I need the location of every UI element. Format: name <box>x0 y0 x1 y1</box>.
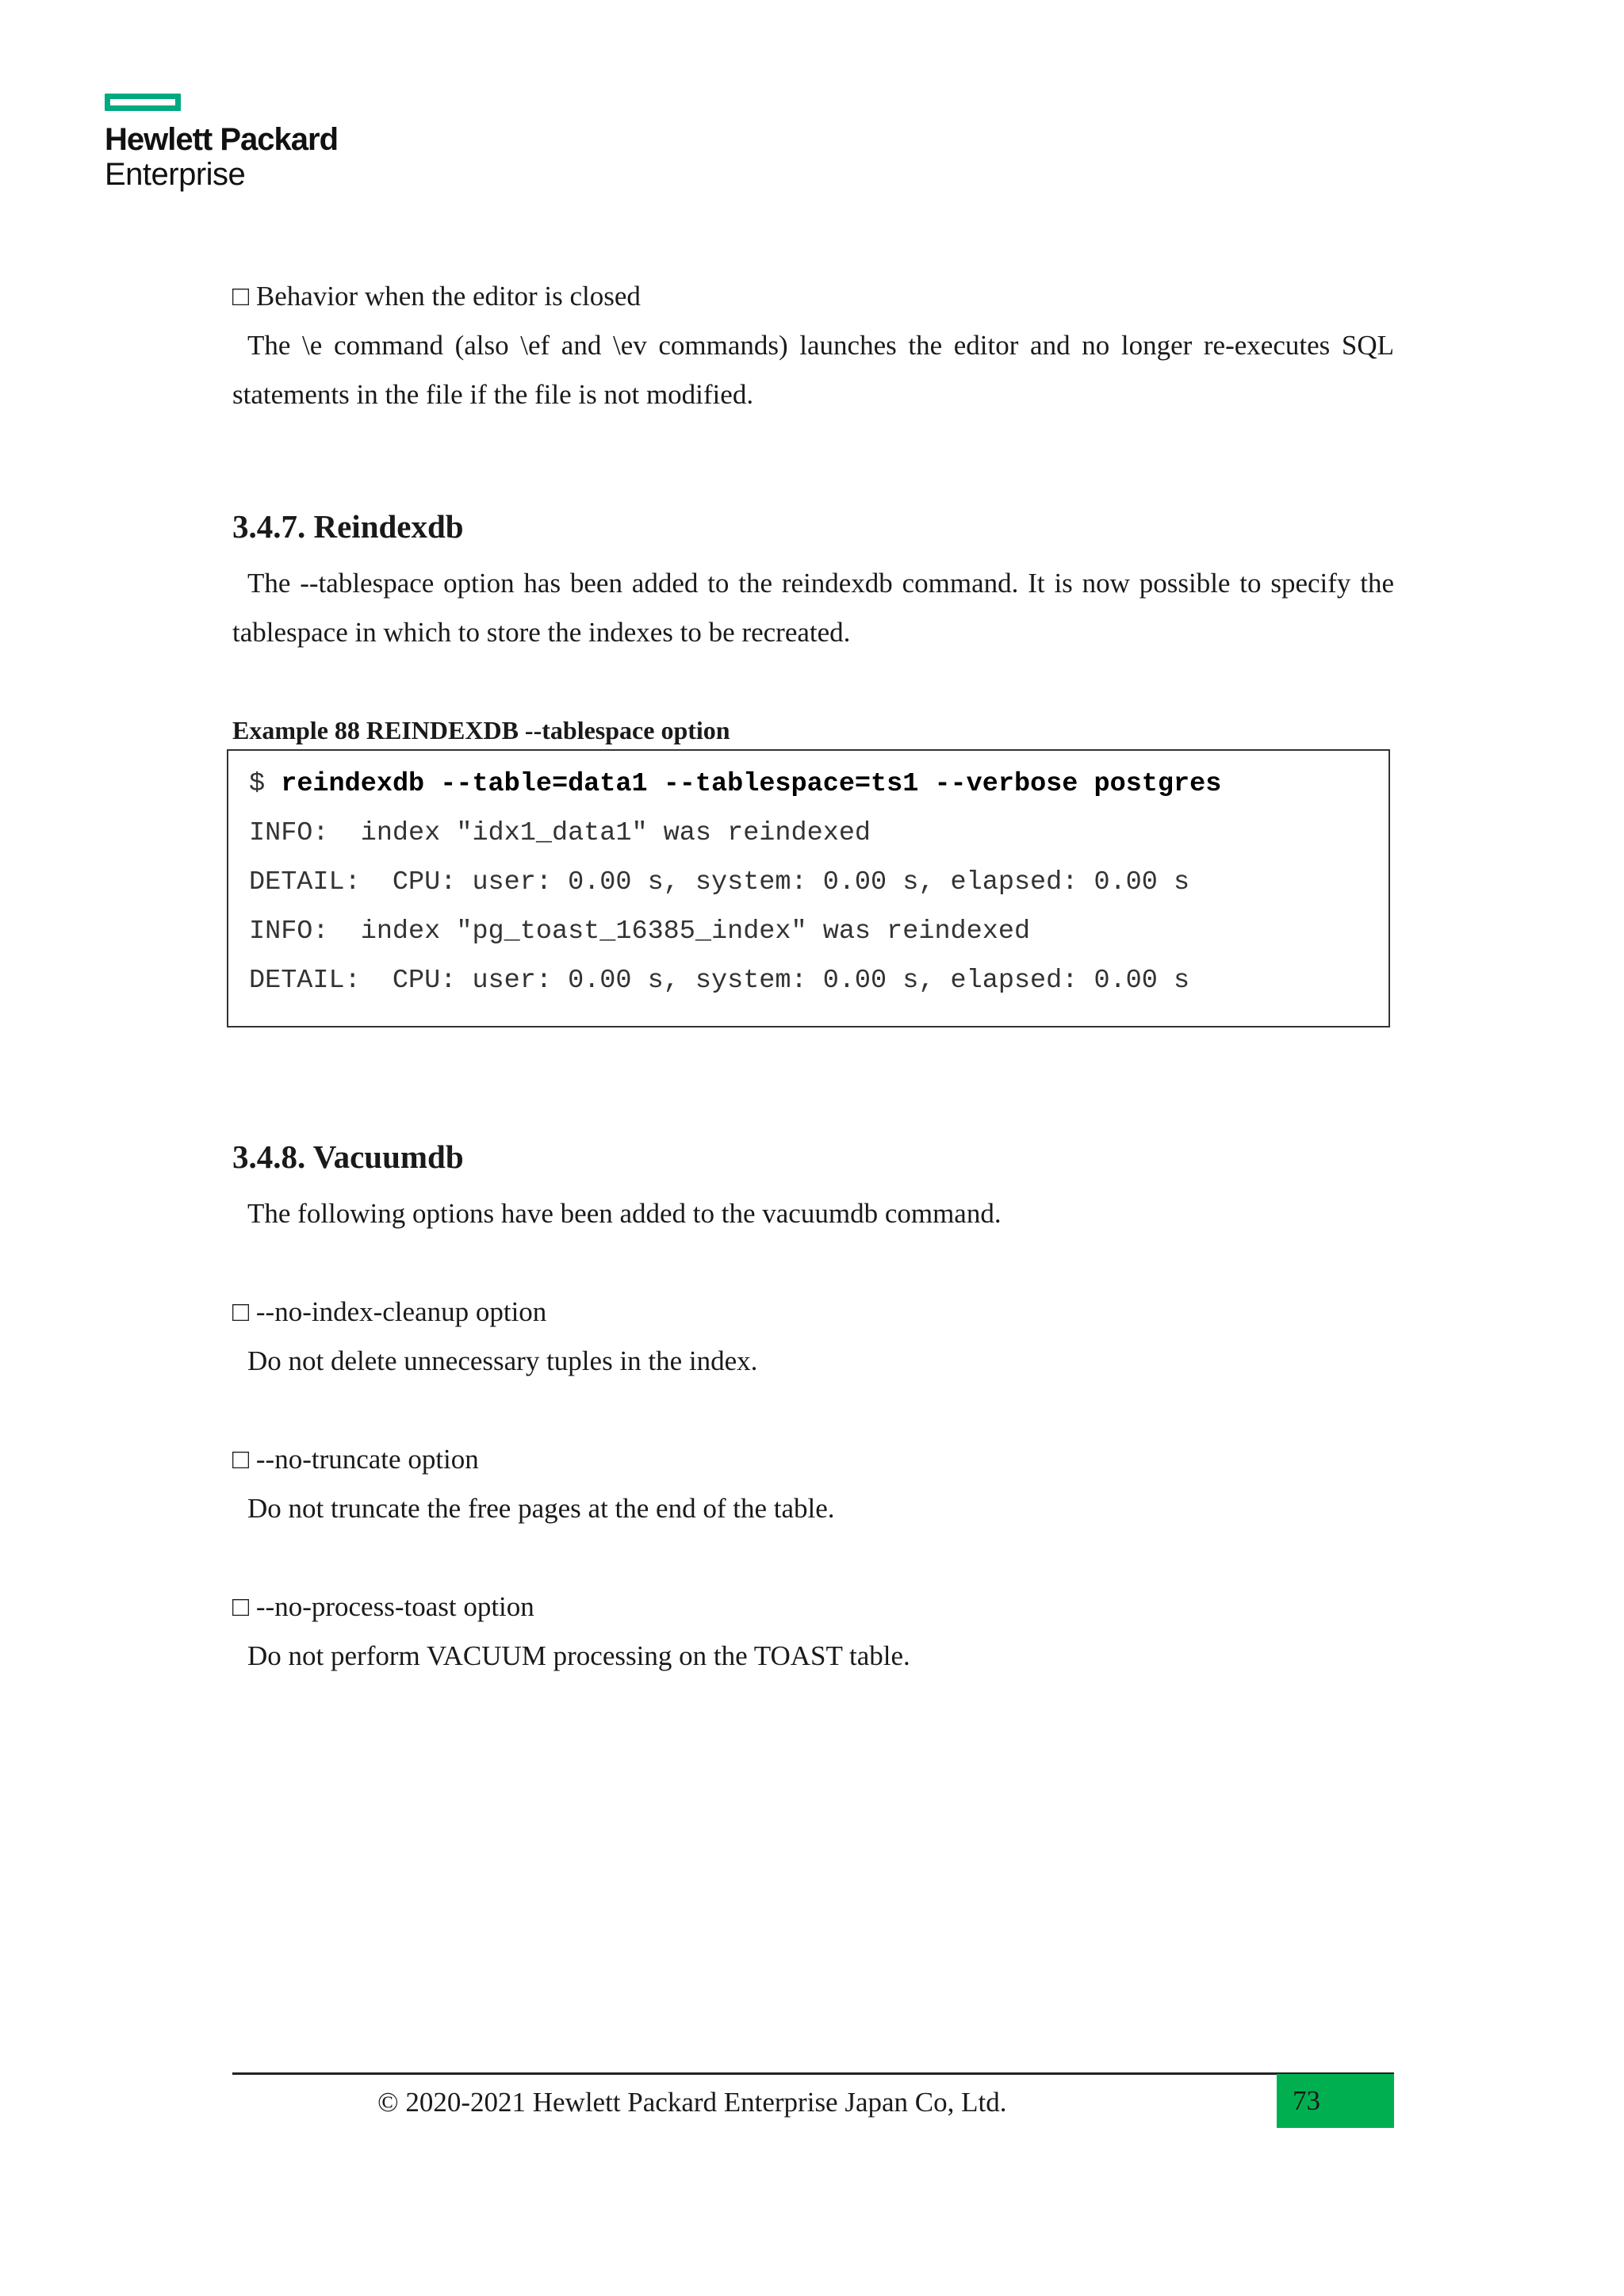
hpe-logo-bar-icon <box>105 94 181 111</box>
option-desc-no-index-cleanup: Do not delete unnecessary tuples in the index. <box>247 1345 758 1376</box>
paragraph-editor-line1: The \e command (also \ef and \ev commands) launches the editor and no longer re-executes SQL <box>247 330 1394 361</box>
example-caption: Example 88 REINDEXDB --tablespace option <box>232 716 730 744</box>
page-number-badge <box>1277 2074 1394 2128</box>
option-title-no-process-toast: □ --no-process-toast option <box>232 1591 534 1622</box>
footer-divider <box>232 2072 1394 2075</box>
option-title-no-index-cleanup: □ --no-index-cleanup option <box>232 1296 547 1327</box>
option-desc-no-truncate: Do not truncate the free pages at the end of the table. <box>247 1493 835 1524</box>
code-example-box <box>227 749 1390 1027</box>
section-heading-vacuumdb: 3.4.8. Vacuumdb <box>232 1138 464 1175</box>
paragraph-reindexdb-line1: The --tablespace option has been added to the reindexdb command. It is now possible to specify the <box>247 568 1394 599</box>
option-desc-no-process-toast: Do not perform VACUUM processing on the TOAST table. <box>247 1640 910 1671</box>
code-output-line: INFO: index "pg_toast_16385_index" was reindexed <box>249 916 1031 947</box>
section-heading-reindexdb: 3.4.7. Reindexdb <box>232 508 464 545</box>
code-output-line: INFO: index "idx1_data1" was reindexed <box>249 818 871 848</box>
footer-copyright: © 2020-2021 Hewlett Packard Enterprise Japan Co, Ltd. <box>377 2087 1007 2118</box>
paragraph-vacuumdb-intro: The following options have been added to the vacuumdb command. <box>247 1198 1002 1229</box>
option-title-no-truncate: □ --no-truncate option <box>232 1444 479 1475</box>
code-command: reindexdb --table=data1 --tablespace=ts1 --verbose postgres <box>281 769 1222 799</box>
paragraph-reindexdb-line2: tablespace in which to store the indexes to be recreated. <box>232 617 851 648</box>
code-prompt: $ <box>249 769 282 799</box>
hpe-logo <box>105 94 338 192</box>
bullet-heading-editor-closed: □ Behavior when the editor is closed <box>232 281 641 312</box>
logo-text-line1: Hewlett Packard <box>105 122 339 157</box>
code-output-line: DETAIL: CPU: user: 0.00 s, system: 0.00 s, elapsed: 0.00 s <box>249 867 1190 897</box>
page-number: 73 <box>1293 2085 1320 2116</box>
code-output-line: DETAIL: CPU: user: 0.00 s, system: 0.00 s, elapsed: 0.00 s <box>249 966 1190 996</box>
paragraph-editor-line2: statements in the file if the file is not modified. <box>232 379 754 410</box>
code-command-line <box>249 767 1221 802</box>
logo-text-line2: Enterprise <box>105 157 246 192</box>
